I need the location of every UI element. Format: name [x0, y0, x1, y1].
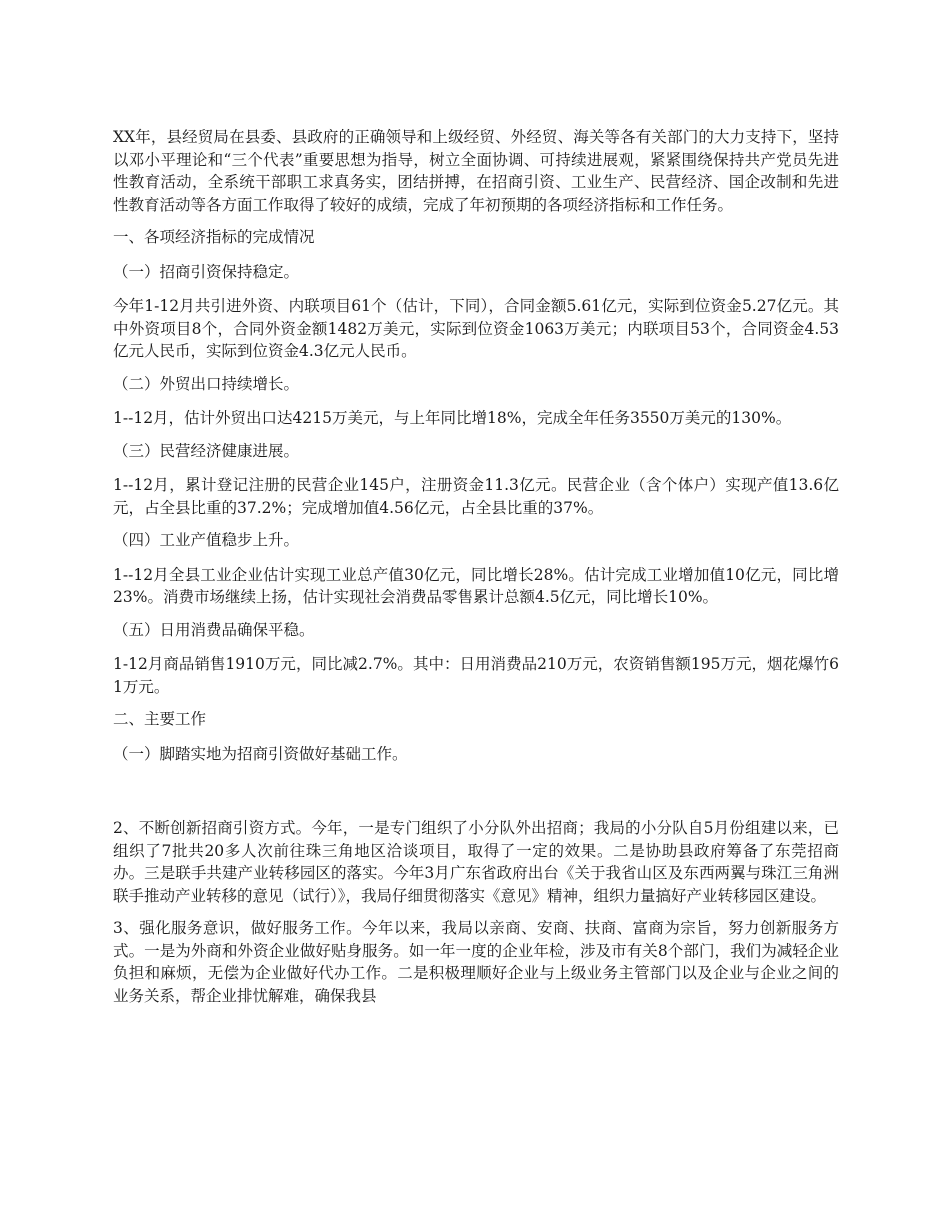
- section-heading-main-work: 二、主要工作: [113, 710, 207, 728]
- document-page: [113, 126, 839, 1017]
- paragraph-item-2: 2、不断创新招商引资方式。今年，一是专门组织了小分队外出招商；我局的小分队自5月份组建以来，已组织了7批共20多人次前往珠三角地区洽谈项目，取得了一定的效果。二是协助县政府筹备了东莞招商办。三是联手共建产业转移园区的落实。今年3月广东省政府出台《关于我省山区及东西两翼与珠江三角洲联手推动产业转移的意见（试行）》，我局仔细贯彻落实《意见》精神，组织力量搞好产业转移园区建设。: [113, 819, 839, 905]
- section-heading-indicators: 一、各项经济指标的完成情况: [113, 228, 315, 246]
- subheading-investment: （一）招商引资保持稳定。: [113, 262, 300, 281]
- paragraph-consumer-goods: 1-12月商品销售1910万元，同比减2.7%。其中：日用消费品210万元，农资销售额195万元，烟花爆竹61万元。: [113, 655, 839, 696]
- subheading-consumer-goods: （五）日用消费品确保平稳。: [113, 620, 315, 639]
- paragraph-private-economy: 1--12月，累计登记注册的民营企业145户，注册资金11.3亿元。民营企业（含个体户）实现产值13.6亿元，占全县比重的37.2%；完成增加值4.56亿元，占全县比重的37%。: [113, 476, 839, 517]
- paragraph-investment: 今年1-12月共引进外资、内联项目61个（估计，下同），合同金额5.61亿元，实际到位资金5.27亿元。其中外资项目8个，合同外资金额1482万美元，实际到位资金1063万美元；内联项目53个，合同资金4.53亿元人民币，实际到位资金4.3亿元人民币。: [113, 297, 839, 360]
- paragraph-export: 1--12月，估计外贸出口达4215万美元，与上年同比增18%，完成全年任务3550万美元的130%。: [113, 409, 792, 427]
- paragraph-item-3: 3、强化服务意识，做好服务工作。今年以来，我局以亲商、安商、扶商、富商为宗旨，努力创新服务方式。一是为外商和外资企业做好贴身服务。如一年一度的企业年检，涉及市有关8个部门，我们为减轻企业负担和麻烦，无偿为企业做好代办工作。二是积极理顺好企业与上级业务主管部门以及企业与企业之间的业务关系，帮企业排忧解难，确保我县: [113, 919, 839, 1005]
- subheading-export: （二）外贸出口持续增长。: [113, 374, 300, 393]
- paragraph-gap: [113, 777, 839, 817]
- subheading-private-economy: （三）民营经济健康进展。: [113, 441, 300, 460]
- intro-paragraph: XX年，县经贸局在县委、县政府的正确领导和上级经贸、外经贸、海关等各有关部门的大力支持下，坚持以邓小平理论和“三个代表”重要思想为指导，树立全面协调、可持续进展观，紧紧围绕保持共产党员先进性教育活动，全系统干部职工求真务实，团结拼搏，在招商引资、工业生产、民营经济、国企改制和先进性教育活动等各方面工作取得了较好的成绩，完成了年初预期的各项经济指标和工作任务。: [113, 128, 839, 214]
- subheading-industrial-output: （四）工业产值稳步上升。: [113, 531, 300, 549]
- subheading-groundwork: （一）脚踏实地为招商引资做好基础工作。: [113, 744, 408, 763]
- paragraph-industrial-output: 1--12月全县工业企业估计实现工业总产值30亿元，同比增长28%。估计完成工业增加值10亿元，同比增23%。消费市场继续上扬，估计实现社会消费品零售累计总额4.5亿元，同比增长10%。: [113, 565, 839, 606]
